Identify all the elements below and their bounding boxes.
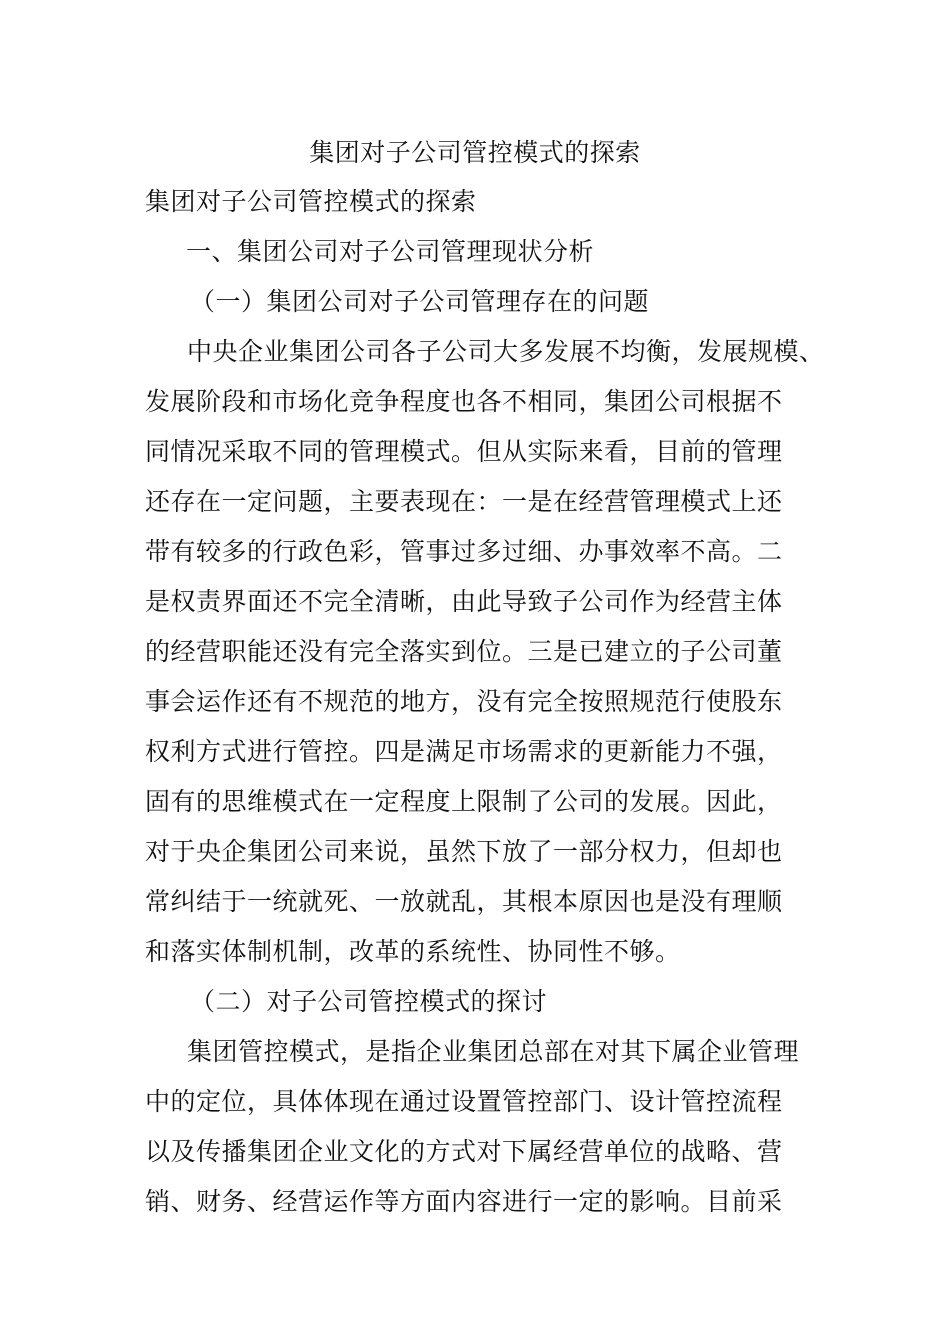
document-subtitle: 集团对子公司管控模式的探索: [145, 187, 477, 216]
paragraph-line: 常纠结于一统就死、一放就乱，其根本原因也是没有理顺: [145, 887, 783, 916]
section-heading-1: 一、集团公司对子公司管理现状分析: [186, 237, 595, 266]
paragraph-line: 权利方式进行管控。四是满足市场需求的更新能力不强，: [145, 737, 783, 766]
paragraph-line: 销、财务、经营运作等方面内容进行一定的影响。目前采: [145, 1187, 783, 1216]
paragraph-line: 的经营职能还没有完全落实到位。三是已建立的子公司董: [145, 637, 783, 666]
paragraph-line: 固有的思维模式在一定程度上限制了公司的发展。因此，: [145, 787, 783, 816]
paragraph-line: 带有较多的行政色彩，管事过多过细、办事效率不高。二: [145, 537, 783, 566]
paragraph-line: 集团管控模式，是指企业集团总部在对其下属企业管理: [187, 1037, 800, 1066]
paragraph-line: 中央企业集团公司各子公司大多发展不均衡，发展规模、: [187, 337, 825, 366]
subsection-heading-1: （一）集团公司对子公司管理存在的问题: [190, 287, 650, 316]
paragraph-line: 同情况采取不同的管理模式。但从实际来看，目前的管理: [145, 437, 783, 466]
paragraph-line: 是权责界面还不完全清晰，由此导致子公司作为经营主体: [145, 587, 783, 616]
paragraph-line: 中的定位，具体体现在通过设置管控部门、设计管控流程: [145, 1087, 783, 1116]
subsection-heading-2: （二）对子公司管控模式的探讨: [190, 987, 548, 1016]
paragraph-line: 以及传播集团企业文化的方式对下属经营单位的战略、营: [145, 1137, 783, 1166]
document-title: 集团对子公司管控模式的探索: [309, 138, 641, 167]
paragraph-line: 发展阶段和市场化竞争程度也各不相同，集团公司根据不: [145, 387, 783, 416]
paragraph-line: 对于央企集团公司来说，虽然下放了一部分权力，但却也: [145, 837, 783, 866]
paragraph-line: 事会运作还有不规范的地方，没有完全按照规范行使股东: [145, 687, 783, 716]
paragraph-line: 和落实体制机制，改革的系统性、协同性不够。: [145, 937, 681, 966]
paragraph-line: 还存在一定问题，主要表现在：一是在经营管理模式上还: [145, 487, 783, 516]
